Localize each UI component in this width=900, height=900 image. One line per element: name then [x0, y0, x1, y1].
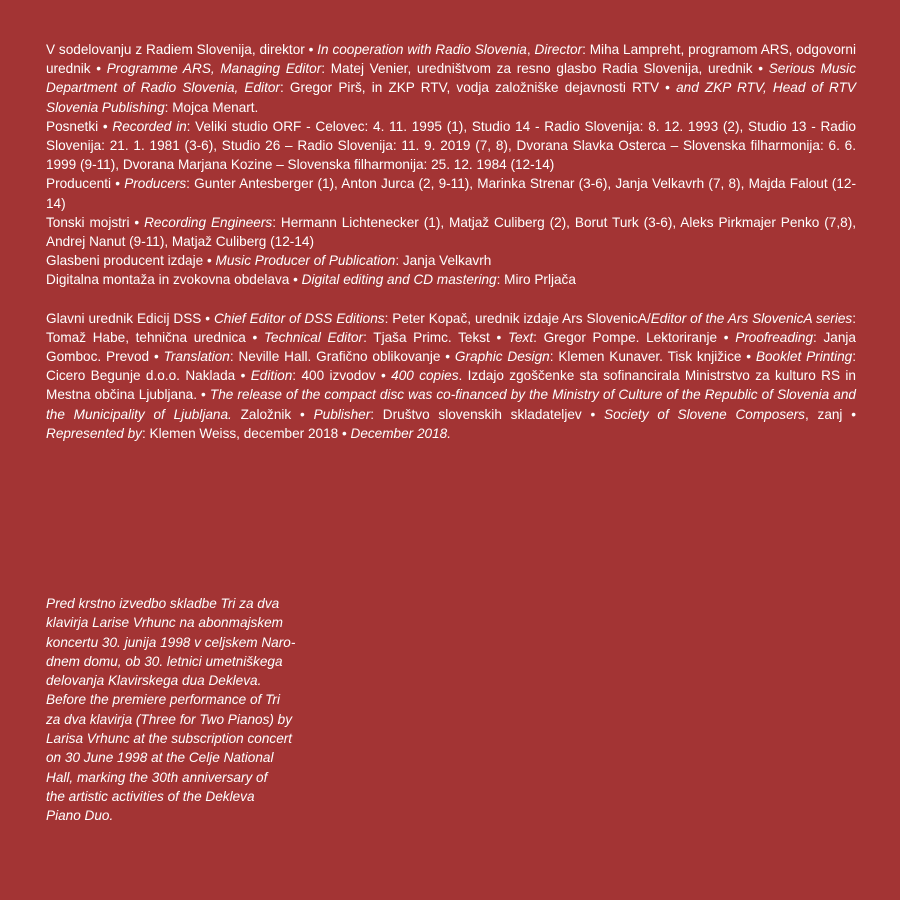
english-translation-text: Publisher [313, 406, 371, 422]
slovene-text: . Izdajo zgoščenke sta sofinancirala Ministrstvo za kulturo RS in Mestna občina Ljubljana. • [46, 368, 856, 403]
english-translation-text: Graphic Design [454, 349, 550, 365]
english-translation-text: Proofreading [735, 329, 814, 345]
english-translation-text: Technical Editor [263, 329, 364, 345]
slovene-text: Digitalna montaža in zvokovna obdelava • [46, 272, 302, 288]
english-translation-text: The release of the compact disc was co-financed by the Ministry of Culture of the Republic of Slovenia and the Municipality of Ljubljana. [46, 387, 856, 422]
caption-line: on 30 June 1998 at the Celje National [46, 750, 274, 766]
slovene-text: V sodelovanju z Radiem Slovenija, direktor • [46, 42, 318, 57]
slovene-text: Posnetki • [46, 118, 113, 134]
english-translation-text: and ZKP RTV, Head of RTV Slovenia Publishing [46, 80, 856, 115]
slovene-text: : Miha Lampreht, programom ARS, odgovorni urednik • [46, 42, 856, 77]
slovene-text: : 400 izvodov • [292, 368, 392, 384]
slovene-text: : Peter Kopač, urednik izdaje Ars SlovenicA/ [384, 310, 651, 326]
english-translation-text: Music Producer of Publication [215, 253, 396, 269]
caption-line: Larisa Vrhunc at the subscription concert [46, 731, 293, 747]
caption-line: dnem domu, ob 30. letnici umetniškega [46, 653, 283, 669]
english-translation-text: In cooperation with Radio Slovenia [317, 42, 527, 57]
english-translation-text: 400 copies [391, 368, 459, 384]
slovene-text: : Gunter Antesberger (1), Anton Jurca (2, 9-11), Marinka Strenar (3-6), Janja Velkavrh (7, 8), Majda Falout (12-14) [46, 176, 856, 211]
slovene-text: : Miro Prljača [496, 272, 576, 288]
slovene-text: : Gregor Pompe. Lektoriranje • [533, 329, 736, 345]
slovene-text: , zanj • [804, 406, 856, 422]
slovene-text: : Janja Velkavrh [395, 253, 492, 269]
slovene-text: , [526, 42, 535, 57]
caption-line: Piano Duo. [46, 808, 114, 824]
slovene-text: : Tjaša Primc. Tekst • [363, 329, 508, 345]
photo-caption [46, 594, 336, 826]
credits-editorial [46, 309, 856, 443]
slovene-text: Tonski mojstri • [46, 214, 145, 230]
english-translation-text: Text [507, 329, 534, 345]
credits-digital-editing [46, 270, 856, 289]
english-translation-text: Booklet Printing [755, 349, 853, 365]
slovene-text: : Matej Venier, uredništvom za resno glasbo Radia Slovenija, urednik • [321, 61, 769, 77]
credits-producers [46, 174, 856, 212]
english-translation-text: Represented by [46, 425, 142, 441]
english-translation-text: Chief Editor of DSS Editions [213, 310, 385, 326]
credits-recording-engineers [46, 213, 856, 251]
caption-line: Before the premiere performance of Tri [46, 692, 280, 708]
credits-cooperation [46, 40, 856, 117]
slovene-text: : Veliki studio ORF - Celovec: 4. 11. 1995 (1), Studio 14 - Radio Slovenija: 8. 12. 1993 (2), Studio 13 - Radio Slovenija: 21. 1. 1981 (3-6), Studio 26 – Radio Slovenija: 11. 9. 2019 (7, 8), Dvorana Slavka Osterca – Slovenska filharmonija: 6. 6. 1999 (9-11), Dvorana Marjana Kozine – Slovenska filharmonija: 25. 12. 1984 (12-14) [46, 118, 856, 173]
english-translation-text: Serious Music Department of Radio Slovenia, Editor [46, 61, 856, 96]
caption-line: delovanja Klavirskega dua Dekleva. [46, 673, 262, 689]
english-translation-text: Digital editing and CD mastering [301, 272, 497, 288]
slovene-text: : Klemen Weiss, december 2018 • [141, 425, 351, 441]
english-translation-text: Society of Slovene Composers [604, 406, 805, 422]
caption-line: the artistic activities of the Dekleva [46, 788, 255, 804]
english-translation-text: Director [534, 42, 583, 57]
slovene-text: : Gregor Pirš, in ZKP RTV, vodja založniške dejavnosti RTV • [279, 80, 677, 96]
english-translation-text: Recording Engineers [144, 214, 273, 230]
slovene-text: : Hermann Lichtenecker (1), Matjaž Culiberg (2), Borut Turk (3-6), Aleks Pirkmajer Penko (7,8), Andrej Nanut (9-11), Matjaž Culiberg (12-14) [46, 214, 856, 250]
slovene-text: : Cicero Begunje d.o.o. Naklada • [46, 349, 856, 384]
slovene-text: : Klemen Kunaver. Tisk knjižice • [549, 349, 756, 365]
slovene-text: : Janja Gomboc. Prevod • [46, 329, 856, 365]
slovene-text: Založnik • [231, 406, 314, 422]
slovene-text: Producenti • [46, 176, 125, 192]
credits-recorded-in [46, 117, 856, 175]
caption-line: koncertu 30. junija 1998 v celjskem Naro- [46, 634, 296, 650]
english-translation-text: Producers [124, 176, 187, 192]
slovene-text: : Mojca Menart. [164, 99, 259, 115]
english-translation-text: Programme ARS, Managing Editor [106, 61, 322, 77]
slovene-text: Glasbeni producent izdaje • [46, 253, 216, 269]
caption-line: za dva klavirja (Three for Two Pianos) by [46, 711, 293, 727]
english-translation-text: Edition [250, 368, 293, 384]
caption-line: Pred krstno izvedbo skladbe Tri za dva [46, 596, 280, 611]
credits-music-producer [46, 251, 856, 270]
english-translation-text: Recorded in [112, 118, 187, 134]
slovene-text: : Neville Hall. Grafično oblikovanje • [229, 349, 455, 365]
caption-line: Hall, marking the 30th anniversary of [46, 769, 268, 785]
slovene-text: : Društvo slovenskih skladateljev • [370, 406, 605, 422]
english-translation-text: December 2018. [350, 425, 451, 441]
slovene-text: : Tomaž Habe, tehnična urednica • [46, 310, 856, 345]
slovene-text: Glavni urednik Edicij DSS • [46, 310, 214, 326]
caption-line: klavirja Larise Vrhunc na abonmajskem [46, 615, 284, 631]
english-translation-text: Editor of the Ars SlovenicA series [650, 310, 853, 326]
credits-block [46, 40, 856, 443]
english-translation-text: Translation [163, 349, 230, 365]
